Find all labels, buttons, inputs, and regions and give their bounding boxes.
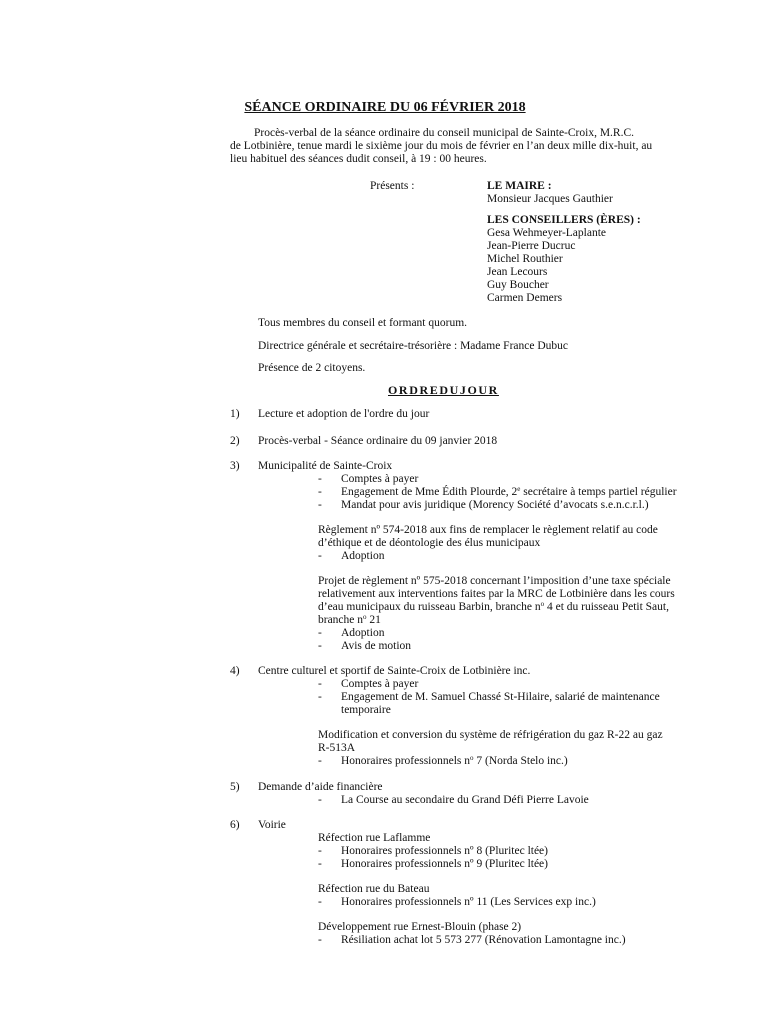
bullet-dash: - bbox=[318, 640, 322, 652]
maire-name: Monsieur Jacques Gauthier bbox=[487, 193, 613, 205]
bullet-dash: - bbox=[318, 858, 322, 870]
bullet-text: Honoraires professionnels nº 9 (Pluritec ltée) bbox=[341, 858, 548, 870]
intro-paragraph bbox=[230, 127, 750, 166]
item-title: Voirie bbox=[258, 819, 286, 831]
item-title: Centre culturel et sportif de Sainte-Croix de Lotbinière inc. bbox=[258, 665, 531, 677]
citoyens-text: Présence de 2 citoyens. bbox=[258, 362, 366, 374]
sub-text: Développement rue Ernest-Blouin (phase 2) bbox=[318, 921, 522, 933]
bullet-text: temporaire bbox=[341, 704, 391, 716]
bullet-text: Engagement de M. Samuel Chassé St-Hilaire, salarié de maintenance bbox=[341, 691, 660, 703]
bullet-text: Résiliation achat lot 5 573 277 (Rénovation Lamontagne inc.) bbox=[341, 934, 626, 946]
conseiller-name: Michel Routhier bbox=[487, 253, 563, 265]
item-number: 1) bbox=[230, 408, 240, 420]
ordre-du-jour-heading: ORDREDUJOUR bbox=[388, 383, 499, 397]
bullet-text: Comptes à payer bbox=[341, 678, 419, 690]
intro-line: Procès-verbal de la séance ordinaire du conseil municipal de Sainte-Croix, M.R.C. bbox=[254, 127, 635, 139]
bullet-text: Mandat pour avis juridique (Morency Société d’avocats s.e.n.c.r.l.) bbox=[341, 499, 649, 511]
bullet-text: Avis de motion bbox=[341, 640, 412, 652]
sub-text: d’eau municipaux du ruisseau Barbin, branche $n^o$ 4 et du ruisseau Petit Saut, bbox=[318, 600, 669, 613]
item-number: 5) bbox=[230, 781, 240, 793]
bullet-text: Adoption bbox=[341, 550, 385, 562]
bullet-dash: - bbox=[318, 550, 322, 562]
bullet-dash: - bbox=[318, 691, 322, 703]
conseiller-name: Guy Boucher bbox=[487, 279, 549, 291]
sub-text: Modification et conversion du système de réfrigération du gaz R-22 au gaz bbox=[318, 729, 663, 741]
item-title: Procès-verbal - Séance ordinaire du 09 janvier 2018 bbox=[258, 435, 498, 447]
item-title: Municipalité de Sainte-Croix bbox=[258, 460, 393, 472]
bullet-text: Honoraires professionnels nº 8 (Pluritec ltée) bbox=[341, 845, 548, 857]
bullet-text: Comptes à payer bbox=[341, 473, 419, 485]
quorum-text: Tous membres du conseil et formant quorum. bbox=[258, 317, 468, 329]
item-number: 4) bbox=[230, 665, 240, 677]
bullet-dash: - bbox=[318, 794, 322, 806]
conseillers-heading: LES CONSEILLERS (ÈRES) : bbox=[487, 214, 641, 226]
bullet-dash: - bbox=[318, 473, 322, 485]
item-number: 3) bbox=[230, 460, 240, 472]
bullet-dash: - bbox=[318, 934, 322, 946]
bullet-text: Honoraires professionnels nº 11 (Les Services exp inc.) bbox=[341, 896, 596, 908]
sub-text: Réfection rue Laflamme bbox=[318, 832, 431, 844]
bullet-dash: - bbox=[318, 755, 322, 767]
intro-line: lieu habituel des séances dudit conseil, à 19 : 00 heures. bbox=[230, 153, 487, 165]
bullet-dash: - bbox=[318, 678, 322, 690]
bullet-text: Engagement de Mme Édith Plourde, 2e secrétaire à temps partiel régulier bbox=[341, 485, 677, 498]
sub-text: Réfection rue du Bateau bbox=[318, 883, 430, 895]
item-number: 2) bbox=[230, 435, 240, 447]
document-title: SÉANCE ORDINAIRE DU 06 FÉVRIER 2018 bbox=[244, 100, 526, 115]
bullet-text: Honoraires professionnels $n^o$ 7 (Norda Stelo inc.) bbox=[341, 754, 568, 767]
conseiller-name: Jean Lecours bbox=[487, 266, 548, 278]
item-title: Lecture et adoption de l'ordre du jour bbox=[258, 408, 430, 420]
bullet-dash: - bbox=[318, 499, 322, 511]
sub-text: d’éthique et de déontologie des élus municipaux bbox=[318, 537, 541, 549]
item-title: Demande d’aide financière bbox=[258, 781, 383, 793]
sub-text: Règlement nº 574-2018 aux fins de remplacer le règlement relatif au code bbox=[318, 524, 658, 536]
bullet-dash: - bbox=[318, 486, 322, 498]
sub-text: branche $n^o$ 21 bbox=[318, 613, 381, 626]
sub-text: Projet de règlement nº 575-2018 concernant l’imposition d’une taxe spéciale bbox=[318, 575, 671, 587]
bullet-text: La Course au secondaire du Grand Défi Pierre Lavoie bbox=[341, 794, 589, 806]
sub-text: relativement aux interventions faites par la MRC de Lotbinière dans les cours bbox=[318, 588, 675, 600]
conseiller-name: Gesa Wehmeyer-Laplante bbox=[487, 227, 607, 239]
directrice-text: Directrice générale et secrétaire-trésorière : Madame France Dubuc bbox=[258, 340, 569, 352]
intro-line: de Lotbinière, tenue mardi le sixième jour du mois de février en l’an deux mille dix-huit, au bbox=[230, 140, 653, 152]
maire-heading: LE MAIRE : bbox=[487, 180, 552, 192]
bullet-text: Adoption bbox=[341, 627, 385, 639]
bullet-dash: - bbox=[318, 627, 322, 639]
bullet-dash: - bbox=[318, 845, 322, 857]
conseiller-name: Carmen Demers bbox=[487, 292, 563, 304]
item-number: 6) bbox=[230, 819, 240, 831]
bullet-dash: - bbox=[318, 896, 322, 908]
sub-text: R-513A bbox=[318, 742, 356, 754]
conseiller-name: Jean-Pierre Ducruc bbox=[487, 240, 576, 252]
presents-label: Présents : bbox=[370, 180, 415, 192]
